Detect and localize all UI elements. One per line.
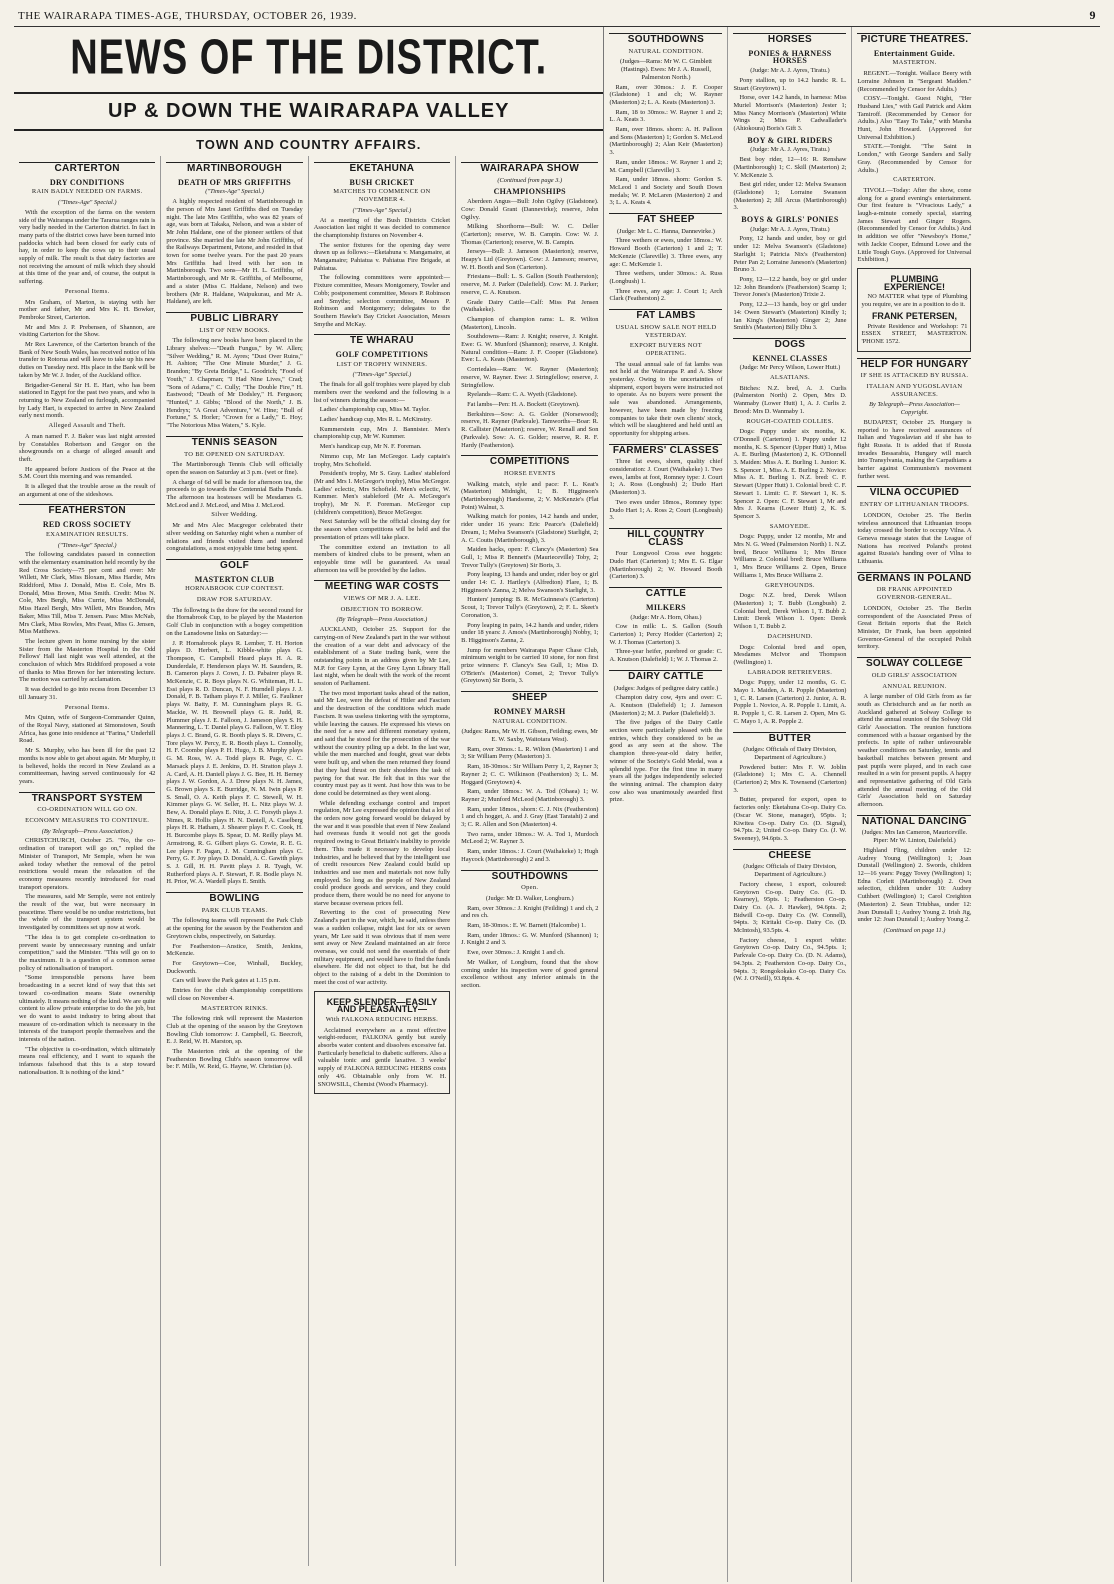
- martinborough-heading: MARTINBOROUGH: [166, 162, 302, 175]
- paragraph: Three fat ewes, shorn, quality chief consideration: J. Court (Waihakeke) 1. Two ewes, lambs at foot, Romney type: J. Court 1; A. Ross (Longbush) 2; Dudo Hart (Masterton) 3.: [609, 458, 723, 497]
- paragraph: Dogs: Puppy under six months, K. O'Donnell (Carterton) 1. Puppy under 12 months, K. S. Spencer (Upper Hutt) 1, Miss A. E. Burling (Masterton) 2, K. O'Donnell 3. Maiden: Miss A. E. Burling 1. Junior: K. S. Spencer 1, Miss A. E. Burling 2. Novice: Miss A. E. Burling 1. N.Z. bred: C. F. Stewart (Upper Hutt) 1. Colonial bred: C. F. Stewart 1. Limit: C. F. Stewart 1, K. S. Spencer 2. Open: C. F. Stewart 1, Mr and Mrs J. Kearns (Lower Hutt) 2, K. S. Spencer 3.: [733, 428, 847, 520]
- paragraph: Jump for members Wairarapa Paper Chase Club, minimum weight to be carried 10 stone, for non first prize winners: F. Clancy's Sea Gull, 1; Miss D. O'Brien's (Masterton) Comet, 2; Trevor Tully's (Greytown) Sir Boris, 3.: [461, 646, 599, 685]
- ad-body: Acclaimed everywhere as a most effective weight-reducer, FALKONA gently but surely absorbs water content and dissolves excessive fat. Particularly beneficial to diabetic sufferers. Also a valuable tonic and gentle laxative. 3 weeks' supply of FALKONA REDUCING HERBS costs only 4/6. Obtainable only from W. H. SNOWSILL, Chemist (Wood's Pharmacy).: [317, 1026, 447, 1088]
- masterton-heading: MASTERTON.: [892, 59, 937, 67]
- town-country-heading: TOWN AND COUNTRY AFFAIRS.: [196, 137, 422, 152]
- paragraph: J. P. Hornabrook plays R. Lember, T. H. Horton plays D. Herbert, L. Kibble-white plays G. Thompson, C. Campbell Heard plays H. A. R. Dunderdale, F. Henderson plays W. H. Saunders, R. B. Cameron plays J. Cown, J. D. Pabairer plays R. McKenzie, C. R. Boys plays N. G. Whiteman, H. L. Essi plays R. D. Duncan, N. F. Hurndell plays J. J. Donald, F. B. Tatham plays F. J. Miller, G. Faulkner plays W. Batty, F. M. Cunningham plays R. G. Mackie, W. H. Brownell plays G. R. Judd, R. Plummer plays J. E. Falloon, J. Jameson plays S. H. Mannering, L. T. Daniel plays G. Falloon, W. T. Eloy plays J. C. Brand, G. R. Booth plays S. R. Divers, C. Tore plays W. Percy, E. R. Booth plays L. Connolly, H. F. Coombe plays P. H. Hugo, J. B. Murphy plays G. M. Ross, W. A. Todd plays R. Page, C. C. Marsack plays J. E. Jenkins, D. H. Stratton plays J. A. Card, A. H. Daniell plays J. G. Bee, H. H. Berney plays J. W. Gordon, A. J. Drew plays N. H. James, G. Brown plays S. E. Burridge, N. M. Iwin plays P. S. Small, O. A. Keith plays F. C. Stewell, W. H. Kimmer plays G. W. Seller, H. L. Nitz plays W. J. Bew, A. Donald plays E. Nitz, J. C. Forsyth plays J. Nimes, R. Hollis plays H. N. Daniell, A. Caselberg plays H. R. Hatham, J. Shearer plays F. C. Cook, H. H. Burcombe plays B. Spear, D. M. Reilly plays M. Armstrong, R. G. Gilbert plays G. Cowie, R. E. G. Lee plays F. Pagan, J. M. Cunningham plays C. Perry, G. F. Joy plays D. Donald, A. C. Gawith plays S. J. Gill, H. H. Pavitt plays J. R. Tyagh, W. Rutherford plays A. F. Stewart, F. R. Bodle plays N. H. Prior, W. A. Wardell plays E. Smith.: [166, 639, 303, 886]
- paragraph: AUCKLAND, October 25. Support for the carrying-on of New Zealand's part in the war without the creation of a war debt and advocacy of the establishment of a State trading bank, were the outstanding points in an address given by Mr Lee, M.P. for Grey Lynn, at the Grey Lynn Library Hall last night, when he dealt with the work of the recent session of Parliament.: [313, 626, 451, 688]
- paragraph: Best boy rider, 12—16: R. Renshaw (Martinborough) 1; C. Skill (Masterton) 2; V. McKenzie 3.: [733, 156, 847, 179]
- solway-sub2: ANNUAL REUNION.: [882, 682, 947, 690]
- paragraph: At a meeting of the Bush Districts Cricket Association last night it was decided to commence the championship fixtures on November 4.: [313, 216, 451, 239]
- competitions-heading: COMPETITIONS: [461, 455, 598, 468]
- paragraph: Pony leaping, 13 hands and under, rider boy or girl under 14: C. J. Hartley's (Alfredton) Flare, 1; B. Higginson's Zanna, 2; Melva Swanson's Starlight, 3.: [461, 571, 599, 594]
- paragraph: Dogs: N.Z. bred, Derek Wilson (Masterton) 1; T. Bubb (Longbush) 2. Colonial bred, Derek Wilson 1, T. Bubb 2. Limit: Derek Wilson 1. Open: Derek Wilson 1, T. Bubb 2.: [733, 592, 847, 631]
- press-assoc-note: (By Telegraph—Press Association.): [41, 827, 133, 835]
- cosy-listing: COSY.—Tonight. Guest Night, "Her Husband Lies," with Gail Patrick and Akim Tamiroff. (Recommended by Censor for Adults.) Also "Easy To Take," with Marsha Hunt, John Howard. (Approved for Universal Exhibition.): [857, 95, 972, 141]
- boys-girls-ponies-heading: BOYS & GIRLS' PONIES: [741, 215, 839, 225]
- butter-heading: BUTTER: [733, 732, 846, 745]
- special-note: ("Times-Age" Special.): [205, 188, 264, 196]
- sheep-heading: SHEEP: [461, 691, 598, 704]
- district-columns: [14, 156, 603, 1566]
- silver-wedding-heading: Silver Wedding.: [211, 511, 258, 519]
- paragraph: Pony stallion, up to 14.2 hands: R. L. Stuart (Greytown) 1.: [733, 76, 847, 92]
- kennel-classes-heading: KENNEL CLASSES: [752, 353, 828, 363]
- paragraph: Cars will leave the Park gates at 1.15 p.m.: [172, 977, 281, 985]
- transport-sub2: ECONOMY MEASURES TO CONTINUE.: [25, 817, 150, 825]
- transport-sub: CO-ORDINATION WILL GO ON.: [37, 806, 138, 814]
- paragraph: The senior fixtures for the opening day were drawn up as follows:—Eketahuna v. Mangamaire, at Mangamaire; Pahiatua v. Pahiatua Fire Brigade, at Pahiatua.: [313, 241, 451, 272]
- golf-sub: MASTERTON CLUB: [194, 574, 275, 584]
- paragraph: Ram, over 30mos.: J. F. Cooper (Gladstone) 1 and ch; W. Rayner (Masterton) 2; L. A. Keats (Masterton) 3.: [609, 83, 723, 106]
- column-6: [728, 27, 852, 1582]
- paragraph: He appeared before Justices of the Peace at the S.M. Court this morning and was remanded.: [19, 465, 156, 481]
- paragraph: Three-year heifer, purebred or grade: C. A. Knutson (Dalefield) 1; W. J. Thomas 2.: [609, 648, 723, 664]
- golf-heading: GOLF: [166, 559, 302, 572]
- paragraph: The usual annual sale of fat lambs was not held at the Wairarapa P. and A. Show yesterday. Owing to the uncertainties of shipment, export buyers were instructed not to operate. As no buyers were present the sale was abandoned. Arrangements, however, have been made by freezing companies to take their own clients' stock, which will be slaughtered and held until an opportunity for shipping arises.: [609, 360, 723, 437]
- featherston-heading: FEATHERSTON: [19, 504, 155, 517]
- paragraph: A large number of Old Girls from as far south as Christchurch and as far north as Auckland gathered at Solway College to attend the annual reunion of the Solway Old Girls' Association. The reunion functions commenced with a bazaar organised by the prefects. In spite of rather unfavourable weather conditions on Saturday, tennis and basketball matches between present and past pupils were played, and in each case resulted in a win for present pupils. A happy and representative gathering of Old Girls attended the annual meeting of the Old Girls' Association held on Saturday afternoon.: [857, 693, 972, 809]
- plumbing-body: NO MATTER what type of Plumbing you require, we are in a position to do it.: [861, 293, 968, 309]
- special-note: ("Times-Age" Special.): [57, 199, 117, 207]
- paragraph: The following is the draw for the second round for the Hornabrook Cup, to be played by the Masterton Golf Club in conjunction with a bogey competition on the Lansdowne links on Saturday:—: [166, 606, 303, 637]
- fat-sheep-heading: FAT SHEEP: [609, 213, 722, 226]
- masterton-rinks-heading: MASTERTON RINKS.: [201, 1004, 268, 1012]
- paragraph: Pony, 12—12.2 hands, boy or girl under 12: John Brandon's (Featherston) Scamp 1; Trevor Jones's (Masterton) Trixie 2.: [733, 275, 847, 299]
- paragraph: Highland Fling, children under 12: Audrey Young (Wellington) 1; Joan Dunstall (Wellington) 2. Swords, children 12—16 years: Peggy Tovey (Wellington) 1; Edna Corlett (Martinborough) 2. Own selection, children under 10: Audrey Cuthbert (Wellington) 1; Carol Creighton (Masterton) 2. Sean Triubhas, under 12: Joan Dunstall 1; Audrey Young 2. Irish Jig, under 12: Joan Dunstall 1; Audrey Young 2.: [857, 846, 972, 924]
- page-number: 9: [1089, 8, 1096, 22]
- hill-country-heading: HILL COUNTRY CLASS: [609, 528, 722, 548]
- martinborough-sub: DEATH OF MRS GRIFFITHS: [178, 177, 292, 187]
- paragraph: Walking match for ponies, 14.2 hands and under, rider under 16 years: Eric Pearce's (Dalefield) Dream, 1; Melva Swanson's (Gladstone) Starlight, 2; A. C. Coutts (Martinborough), 3.: [461, 513, 599, 544]
- district-news-section: [14, 27, 604, 1582]
- tivoli-listing: TIVOLI.—Today: After the show, come along for a grand evening's entertainment. Our first feature is "Vivacious Lady," a laugh-a-minute comedy special, starring James Stewart and Ginger Rogers. (Recommended by Censor for Adults.) And in addition we offer "Newsboy's Home," with Jackie Cooper, Edmund Lowe and the Little Tough Guys. (Approved for Universal Exhibition.): [857, 186, 972, 264]
- judges-note: (Judges: Officials of Dairy Division, Department of Agriculture.): [743, 863, 837, 879]
- picture-theatres-heading: PICTURE THEATRES.: [857, 33, 971, 46]
- continued-note: (Continued on page 11.): [883, 926, 946, 934]
- paragraph: Ram, under 18mos.: W. A. Tod (Ohaea) 1; W. Rayner 2; Munford McLeod (Martinborough) 3.: [461, 788, 599, 803]
- plumbing-advertisement: [857, 268, 971, 352]
- paragraph: The committee extend an invitation to all members of kindred clubs to be present, when an enjoyable time will be guaranteed. As usual afternoon tea will be provided by the ladies.: [313, 543, 451, 574]
- paragraph: Two ewes under 18mos., Romney type: Dudo Hart 1; A. Ross 2; Court (Longbush) 3.: [609, 498, 723, 522]
- paragraph: Maiden hacks, open: F. Clancy's (Masterton) Sea Gull, 1; Miss P. Bennett's (Maurieceville) Toby, 2; Trevor Tully's (Greytown) Sir Boris, 3.: [461, 546, 599, 569]
- library-heading: PUBLIC LIBRARY: [166, 312, 302, 325]
- paragraph: Cow in milk: L. S. Gallon (South Carterton) 1; Percy Hodder (Carterton) 2; W. J. Thomas (Carterton) 3.: [609, 623, 723, 646]
- paragraph: For Featherston—Anstice, Smith, Jenkins, McKenzie.: [166, 942, 303, 958]
- paragraph: Pony, 12 hands and under, boy or girl under 12: Melva Swanson's (Gladstone) Starlight 1; Patricia Nix's (Featherston) Peter Pan 2; Lorraine Janeson's (Masterton) Bruno 3.: [733, 235, 847, 274]
- paragraph: LONDON, October 25. The Berlin correspondent of the Associated Press of Great Britain reports that the Reich Minister, Dr Frank, has been appointed Governor-General of the occupied Polish territory.: [857, 604, 972, 651]
- solway-heading: SOLWAY COLLEGE: [857, 657, 971, 670]
- paragraph: Ram, 18 to 30mos.: W. Rayner 1 and 2; L. A. Keats 3.: [609, 108, 723, 124]
- paragraph: Kummerstein cup, Mrs J. Bannister. Men's championship cup, Mr W. Kummer.: [313, 425, 451, 441]
- samoyede-heading: SAMOYEDE.: [769, 522, 811, 530]
- open-heading: Open.: [521, 884, 539, 892]
- news-of-district-heading: NEWS OF THE DISTRICT.: [70, 30, 548, 86]
- paragraph: Corriedales—Ram: W. Rayner (Masterton); reserve, W. Rayner. Ewe: J. Stringfellow; reserve, J. Stringfellow.: [461, 366, 599, 389]
- eketahuna-sub: BUSH CRICKET: [349, 177, 415, 187]
- paragraph: For Greytown—Coe, Winhall, Buckley, Duckworth.: [166, 959, 303, 975]
- paragraph: Ram, over 18mos. shorn: A. H. Palloon and Sons (Masterton) 1; Gordon S. McLeod (Martinborough) 2; Alan Keir (Masterton) 3.: [609, 126, 723, 157]
- valley-heading: UP & DOWN THE WAIRARAPA VALLEY: [14, 92, 603, 131]
- paragraph: The following new books have been placed in the Library shelves:—"Death Fungus," by W. Allen; "Silver Wedding," R. M. Ayres; "Dust Over Ruins," H. Ashton; "The One Minute Murder," J. G. Brandon; "By Greta Bridge," L. Goodrich; "Food of Youth," J. Chapman; "I Had Nine Lives," Crad; "Sons of Adams," C. Cully; "The Double Fire," H. Eastwood; "Death of Mr Dodsley," H. Ferguson; "Hunted," J. Gibbs; "Blood of the North," J. B. Hendryx; "A Great Adventure," W. Hine; "Bull of Fortune," S. Horler; "Crown for a Lady," E. Hoy; "The Notorious Miss Waters," S. Kyle.: [166, 337, 303, 430]
- paragraph: "The objective is co-ordination, which ultimately means real efficiency, and I want to squash the infamous falsehood that this is a step toward nationalisation. It is nothing of the kind.": [19, 1045, 156, 1076]
- paragraph: Mrs Graham, of Marton, is staying with her mother and father, Mr and Mrs K. H. Bowker, Pembroke Street, Carterton.: [19, 298, 156, 321]
- paragraph: It is alleged that the trouble arose as the result of an argument at one of the sideshows.: [19, 483, 156, 498]
- special-note: ("Times-Age" Special.): [352, 371, 412, 379]
- paragraph: "Some irresponsible persons have been broadcasting in a secret kind of way that this set toward co-ordination means State ownership ultimately. It means nothing of the kind. We are quite content to allow private enterprise to do the job, but we do want to assist industry to bring about that measure of co-ordination which is necessary in the interests of the transport people themselves and the interests of the nation.: [19, 974, 156, 1044]
- paragraph: Bitches: N.Z. bred, A. J. Curlis (Palmerston North) 2. Open, Mrs D. Wanmaby (Lower Hutt) 1, A. J. Curlis 2. Brood: Mrs D. Wanmaby 1.: [733, 384, 847, 415]
- carterton-sub2: RAIN BADLY NEEDED ON FARMS.: [31, 188, 143, 196]
- paragraph: Walking match, style and pace: F. L. Keat's (Masterton) Midnight, 1; B. Higginson's (Martinborough) Handsome, 2; V. McKenzie's (Flat Point) Walnut, 3.: [461, 480, 599, 511]
- fat-lambs-sub: USUAL SHOW SALE NOT HELD YESTERDAY.: [615, 323, 717, 339]
- paragraph: Mr Rex Lawrence, of the Carterton branch of the Bank of New South Wales, has received notice of his transfer to Rotorua and will leave to take up his new duties on Tuesday next. His place in the Bank will be taken by Mr W. J. Inder, of the Auckland office.: [19, 341, 156, 379]
- judges-note: (Judge: Mr L. C. Hanna, Dannevirke.): [617, 227, 715, 235]
- carterton-sub: DRY CONDITIONS: [49, 177, 125, 187]
- state-listing: STATE.—Tonight. "The Saint in London," with George Sanders and Sally Gray. (Recommended by Censor for Adults.): [857, 143, 972, 174]
- paragraph: A man named F. J. Baker was last night arrested by Constables Robertson and Gregor on the showgrounds on a charge of alleged assault and theft.: [19, 432, 156, 463]
- paragraph: Two rams, under 18mos.: W. A. Tod 1, Murdoch McLeod 2; W. Rayner 3.: [461, 830, 599, 846]
- paragraph: The lecture given in home nursing by the sister Sister from the Masterton Hospital in the Odd Fellows' Hall last night was well attended, at the conclusion of which Mrs Riddiford proposed a vote of thanks to Miss Brown for her interesting lecture. The motion was carried by acclamation.: [19, 637, 156, 684]
- paragraph: Nimmo cup, Mr Ian McGregor. Lady captain's trophy, Mrs Schofield.: [313, 452, 451, 468]
- bowling-heading: BOWLING: [166, 892, 302, 905]
- paragraph: Dogs: Puppy, under 12 months, G. C. Mayo 1. Maiden, A. R. Popple (Masterton) 1, C. R. Larsen (Carterton) 2. Junior, A. R. Popple 1. Novice, A. R. Popple 1. Limit, A. R. Popple 1, C. R. Larsen 2. Open, Mrs G. C. Mayo 1, A. R. Popple 2.: [733, 679, 847, 725]
- paragraph: The following candidates passed in connection with the elementary examination held recently by the Red Cross Society—75 per cent and over: Mr Willett, Mr Clark, Miss Bloxam, Miss Hardie, Mrs Riddiford, Miss J. Donald, Miss E. Cole, Mrs B. Donald, Miss Brown, Miss Smith. Credit: Miss N. Cole, Mrs Bergh, Miss Currie, Miss McDonald, Miss Hazel Bergh, Mrs Willett, Mrs Brandon, Mrs Baker, Miss Till, Miss T. Jensen. Pass: Miss McNab, Mrs Clark, Miss Rowles, Mrs Feast, Miss G. Jensen, Miss Matthews.: [19, 551, 156, 636]
- paragraph: Ram, under 18mos.: W. Rayner 1 and 2; M. Campbell (Clareville) 3.: [609, 158, 723, 174]
- germans-sub: DR FRANK APPOINTED GOVERNOR-GENERAL.: [876, 586, 953, 602]
- tennis-sub: TO BE OPENED ON SATURDAY.: [184, 450, 285, 458]
- judges-note: (Judge: Mr Percy Wilson, Lower Hutt.): [739, 364, 841, 372]
- paragraph: Four Longwool Cross ewe hoggets: Dudo Hart (Carterton) 1; Mrs E. G. Elgar (Martinborough) 2; W. Howard Booth (Carterton) 3.: [609, 550, 723, 581]
- judges-note: (Judge: Mr D. Walker, Longburn.): [485, 894, 574, 902]
- paragraph: Three wethers or ewes, under 18mos.: W. Howard Booth (Carterton) 1 and 2; T. McKenzie (Clareville) 3. Three ewes, any age: C. McKenzie 1.: [609, 237, 723, 268]
- paragraph: Ryelands—Ram: C. A. Wyeth (Gladstone).: [467, 391, 578, 399]
- ad-title: KEEP SLENDER—EASILY AND PLEASANTLY—: [326, 996, 438, 1015]
- plumbing-address: Private Residence and Workshop: 71 ESSEX STREET, MASTERTON. 'PHONE 1572.: [861, 322, 968, 345]
- column-5: [604, 27, 728, 1582]
- paragraph: Champion dairy cow, 4yrs and over: C. A. Knutson (Dalefield) 1; J. Jameson (Masterton) 2; M. J. Parker (Dalefield) 3.: [609, 694, 723, 717]
- dogs-heading: DOGS: [733, 338, 846, 351]
- paragraph: Entries for the club championship competitions will close on November 4.: [166, 987, 303, 1002]
- dairy-cattle-heading: DAIRY CATTLE: [609, 670, 722, 683]
- te-wharau-heading: TE WHARAU: [314, 334, 450, 347]
- paragraph: The five judges of the Dairy Cattle section were particularly pleased with the entries, which they considered to be as good as any seen at the show. The champion three-year-old dairy heifer, winner of the Society's Gold Medal, was a splendid type. For the first time in many years all the judges independently selected the winning animal. The champion dairy cow also was unanimously awarded first prize.: [609, 719, 723, 804]
- solway-sub: OLD GIRLS' ASSOCIATION: [871, 671, 958, 679]
- paragraph: Friesians—Bull: L. S. Gallon (South Featherston); reserve, M. J. Parker (Dalefield). Cow: M. J. Parker; reserve, C. A. Knutson.: [461, 273, 599, 296]
- fat-lambs-sub2: EXPORT BUYERS NOT OPERATING.: [629, 342, 703, 357]
- plumber-name: FRANK PETERSEN,: [871, 310, 957, 321]
- entertainment-guide-heading: Entertainment Guide.: [873, 48, 955, 58]
- paragraph: Mr and Mrs Alec Macgregor celebrated their silver wedding on Saturday night when a number of relations and friends visited them and tendered congratulations, a most enjoyable time being spent.: [166, 522, 303, 553]
- paragraph: The Martinborough Tennis Club will officially open the season on Saturday at 3 p.m. (wet or fine).: [166, 461, 303, 476]
- paragraph: LONDON, October 25. The Berlin wireless announced that Lithuanian troops today crossed the border to occupy Vilna. A Geneva message states that the League of Nations has received Poland's protest against Russia's handing over of Vilna to Lithuania.: [857, 511, 972, 566]
- column-7: [852, 27, 976, 1582]
- germans-heading: GERMANS IN POLAND: [857, 572, 972, 584]
- press-assoc-note: By Telegraph—Press Association—Copyright.: [869, 401, 960, 417]
- featherston-sub2: EXAMINATION RESULTS.: [46, 530, 129, 538]
- transport-heading: TRANSPORT SYSTEM: [19, 792, 155, 805]
- milkers-heading: MILKERS: [646, 602, 686, 612]
- paper-dateline: THE WAIRARAPA TIMES-AGE, THURSDAY, OCTOBER 26, 1939.: [18, 10, 357, 22]
- paragraph: The following committees were appointed:—Fixture committee, Messrs Montgomery, Towler and Cobb; postponement committee, Messrs P. Robinson and Smythe; selection committee, Messrs P. Robinson and Montgomery; delegates to the Southern Hawke's Bay Cricket Association, Messrs Smythe and McKay.: [313, 274, 451, 328]
- show-results-section: [604, 27, 1100, 1582]
- special-note: ("Times-Age" Special.): [352, 206, 412, 214]
- judges-note: (Judge: Mr A. J. Ayres, Tiratu.): [750, 67, 830, 75]
- paragraph: Ram, over 30mos.: L. R. Wilton (Masterton) 1 and 3; Sir William Perry (Masterton) 3.: [461, 745, 599, 761]
- hungary-heading: HELP FOR HUNGARY: [857, 358, 971, 371]
- te-wharau-sub: GOLF COMPETITIONS: [335, 350, 429, 360]
- paragraph: "The idea is to get complete co-ordination to prevent waste by unnecessary running and unfair competition," said the Minister. "This will go on to the maximum. It is a question of a common sense policy of rationalisation of transport.: [19, 933, 156, 972]
- paragraph: Jerseys—Bull: J. Jameson (Masterton); reserve, Heapy's Ltd (Greytown). Cow: J. Jameson; reserve, W. H. Booth and Son (Carterton).: [461, 248, 599, 271]
- paragraph: Mr and Mrs J. P. Prebensen, of Shannon, are visiting Carterton for the Show.: [19, 323, 156, 339]
- judges-note: (Judge: Mr A. J. Ayres, Tiratu.): [750, 225, 830, 233]
- column-1: [14, 156, 161, 1566]
- column-3: [309, 156, 456, 1566]
- eketahuna-sub2: MATCHES TO COMMENCE ON NOVEMBER 4.: [333, 188, 431, 204]
- natural-condition-heading: NATURAL CONDITION.: [628, 47, 704, 55]
- paragraph: Brigadier-General Sir H. E. Hart, who has been stationed in Egypt for the past two years, and who is returning to New Zealand on furlough, accompanied by Lady Hart, is expected to arrive in New Zealand early next month.: [19, 381, 156, 420]
- paragraph: The two most important tasks ahead of the nation, said Mr Lee, were the defeat of Hitler and Fascism and the destruction of the conditions which made Fascism. It was useless tinkering with the symptoms, while leaving the causes. He expressed his views on the need for a new and different monetary system, and said that he stood for the prosecution of the war without the country piling up a debt. In the last war, while the men marched and fought, great war debts were built up, and when the men returned they found that they had thrust on their shoulders the task of paying for that war. He felt that in this war the country must pay as it went. Just how this was to be done could be determined as they went along.: [313, 689, 451, 797]
- paragraph: Dogs: Colonial bred and open, Mesdames McIvor and Thompson (Wellington) 1.: [733, 643, 847, 666]
- vilna-sub: ENTRY OF LITHUANIAN TROOPS.: [859, 501, 970, 509]
- paragraph: BUDAPEST, October 25. Hungary is reported to have received assurances of Italian and Yugoslavian aid if she has to fight Russia. It is added that if Russia invades Bessarabia, Hungary will march into Transylvania, making the Carpathians a barrier against Communism's movement further west.: [857, 418, 972, 480]
- natural-condition-heading: NATURAL CONDITION.: [492, 717, 568, 725]
- columns: [14, 27, 1100, 1582]
- continued-note: (Continued from page 3.): [497, 176, 563, 184]
- ad-subtitle: With FALKONA REDUCING HERBS.: [325, 1015, 439, 1023]
- paragraph: The following rink will represent the Masterton Club at the opening of the season by the Greytown Bowling Club tomorrow: J. Campbell, G. Beecroft, E. J. Reid, W. H. Marston, sp.: [166, 1015, 303, 1046]
- dancing-heading: NATIONAL DANCING: [857, 815, 971, 828]
- paragraph: Milking Shorthorns—Bull: W. C. Deller (Carterton); reserve, W. B. Campin. Cow: W. J. Thomas (Carterton); reserve, W. B. Campin.: [461, 223, 599, 246]
- paragraph: Aberdeen Angus—Bull: John Ogilvy (Gladstone). Cow: Donald Grant (Dannevirke); reserve, John Ogilvy.: [461, 198, 599, 221]
- paragraph: Ladies' handicap cup, Mrs R. L. McKinstry.: [319, 415, 432, 423]
- horses-heading: HORSES: [733, 33, 846, 46]
- hungary-sub2: ITALIAN AND YUGOSLAVIAN ASSURANCES.: [866, 383, 963, 398]
- judges-note: (Judge: Mr A. Horn, Ohau.): [630, 613, 702, 621]
- carterton-heading: CARTERTON.: [893, 176, 936, 184]
- paragraph: Three ewes, any age: J. Court 1; Arch Clark (Featherston) 2.: [609, 287, 723, 303]
- cheese-heading: CHEESE: [733, 849, 846, 862]
- column-2: [161, 156, 308, 1566]
- bowling-sub: PARK CLUB TEAMS.: [201, 906, 268, 914]
- paragraph: Mr S. Murphy, who has been ill for the past 12 months is now able to get about again. Mr Murphy, it is believed, holds the record in New Zealand as a committeeman, having served continuously for 42 years.: [19, 747, 156, 785]
- labrador-heading: LABRADOR RETRIEVERS.: [747, 668, 833, 676]
- vilna-heading: VILNA OCCUPIED: [857, 486, 971, 499]
- paragraph: Ram, 18-30mos.: E. W. Barnett (Halcombe) 1.: [467, 922, 586, 930]
- paragraph: Mr Walker, of Longburn, found that the show coming under his inspection were of good general excellence without any inferior animals in the section.: [461, 958, 599, 989]
- paragraph: Ram, under 18mos. shorn: Gordon S. McLeod 1 and Society and South Down medals; W. P. McLaren (Masterton) 2 and 3; L. A. Keats 4.: [609, 176, 723, 207]
- paragraph: The finals for all golf trophies were played by club members over the weekend and the following is a list of winners during the season:—: [313, 381, 451, 404]
- judges-note: (Judges: Officials of Dairy Division, Department of Agriculture.): [743, 746, 837, 761]
- war-costs-sub2: OBJECTION TO BORROW.: [340, 605, 424, 613]
- paragraph: Pony leaping in pairs, 14.2 hands and under, riders under 18 years: J. Amos's (Martinborough) Nobby, 1; B. Higginson's Zanna, 2.: [461, 621, 599, 644]
- paragraph: Champion of champion rams: L. R. Wilton (Masterton), Lincoln.: [461, 315, 599, 331]
- war-costs-sub: VIEWS OF MR J. A. LEE.: [343, 595, 421, 603]
- collies-heading: ROUGH-COATED COLLIES.: [746, 417, 834, 425]
- horse-events-heading: HORSE EVENTS: [504, 469, 556, 477]
- southdowns-heading: SOUTHDOWNS: [461, 870, 598, 883]
- special-note: ("Times-Age" Special.): [57, 541, 117, 549]
- paragraph: Ram, under 18mos., shorn: C. J. Nix (Featherston) 1 and ch hogget, A. and J. Gray (East Taratahi) 2 and 3; C. R. Allen and Son (Masterton) 4.: [461, 805, 599, 829]
- judges-note: (Judge: Mr A. J. Ayres, Tiratu.): [750, 146, 830, 154]
- personal-items-heading: Personal Items.: [64, 287, 110, 295]
- paragraph: Ladies' championship cup, Miss M. Taylor.: [319, 406, 430, 414]
- paragraph: Men's handicap cup, Mr N. F. Foreman.: [319, 443, 422, 451]
- paragraph: Factory cheese, 1 export, coloured: Greytown Co-op. Dairy Co. (G. D. Kearney), 95pts. 1; Featherston Co-op. Dairy Co. (A. J. Hawker), 94.6pts. 2; Bidwill Co-op. Dairy Co. (W. Connell), 94pts. 3; Kiritaki Co-op. Dairy Co. (D. McIntosh), 93.5pts. 4.: [733, 880, 847, 935]
- southdowns-nc-heading: SOUTHDOWNS: [609, 33, 722, 46]
- paragraph: A highly respected resident of Martinborough in the person of Mrs Janet Griffiths died on Tuesday night. The late Mrs Griffiths, who was 82 years of age, was born at Takaka, Nelson, and was a sister of Mr John Haldane, one of the pioneer settlers of that province. She married the late Mr John Griffiths, of the Railways Department, Petone, and resided in that town for some twelve years. For the past 20 years Mrs Griffiths had lived with her son in Martinborough. Two sons—Mr H. L. Griffiths, of Martinborough, and Mr R. Griffiths, of Melbourne, and a sister (Miss C. Haldane, Nelson) and two brothers (Mr R. Haldane, Waipukurau, and Mr A. Haldane), are left.: [166, 198, 303, 306]
- paragraph: Ram, under 18mos.: J. Court (Waihakeke) 1; Hugh Haycock (Martinborough) 2 and 3.: [461, 848, 599, 863]
- paragraph: Ram, over 30mos.: J. Knight (Feilding) 1 and ch, 2 and res ch.: [461, 904, 599, 920]
- paragraph: While defending exchange control and import regulation, Mr Lee expressed the opinion that a lot of the orders now going forward would be delayed by the war and it was possible that even if New Zealand had overseas funds it would not get the goods required owing to Great Britain's inability to provide them. This made it necessary to develop local industries, and he believed that by the intelligent use of credit resources New Zealand could build up industries and use men and materials not now fully employed. So long as the people of New Zealand could produce goods and services, and they could produce them, there would be no need for anyone to starve because overseas prices fell.: [313, 799, 451, 907]
- library-sub: LIST OF NEW BOOKS.: [199, 326, 270, 334]
- judges-note: (Judges: Judges of pedigree dairy cattle.): [613, 684, 719, 692]
- regent-listing: REGENT.—Tonight. Wallace Beery with Lorraine Johnson in "Sergeant Madden." (Recommended by Censor for Adults.): [857, 70, 972, 93]
- paragraph: Pony, 12.2—13 hands, boy or girl under 14: Owen Stewart's (Masterton) Kindly 1; Ian King's (Masterton) Ginger 2; June Smith's (Masterton) Billy Dhu 3.: [733, 301, 847, 332]
- falkona-advertisement: [314, 991, 450, 1095]
- carterton-heading: CARTERTON: [19, 162, 155, 175]
- paragraph: Ewe, over 30mos.: J. Knight 1 and ch.: [467, 949, 565, 957]
- alsatians-heading: ALSATIANS.: [769, 374, 810, 382]
- paragraph: The following teams will represent the Park Club at the opening for the season by the Featherston and Greytown clubs, respectively, on Saturday.: [166, 917, 303, 940]
- te-wharau-sub2: LIST OF TROPHY WINNERS.: [336, 360, 428, 368]
- featherston-sub: RED CROSS SOCIETY: [42, 520, 132, 530]
- paragraph: Powdered butter: Mrs F. W. Joblin (Gladstone) 1; Mrs C. A. Chennell (Carterton) 2; Mrs K. Townsend (Carterton) 3.: [733, 763, 847, 794]
- championships-heading: CHAMPIONSHIPS: [493, 187, 566, 197]
- farmers-classes-heading: FARMERS' CLASSES: [609, 444, 722, 457]
- eketahuna-heading: EKETAHUNA: [314, 162, 450, 175]
- paragraph: Best girl rider, under 12: Melva Swanson (Gladstone) 1; Lorraine Swanson (Masterton) 2; Jill Arcus (Martinborough) 3.: [733, 181, 847, 212]
- war-costs-heading: MEETING WAR COSTS: [314, 580, 450, 593]
- show-heading: WAIRARAPA SHOW: [461, 162, 598, 175]
- paragraph: Mrs Quinn, wife of Surgeon-Commander Quinn, of the Royal Navy, stationed at Simonstown, South Africa, has gone into residence at "Farina," Underhill Road.: [19, 714, 156, 745]
- paragraph: Berkshires—Sow: A. G. Golder (Norsewood); reserve, H. Rayner (Parkvale). Tamworths—Boar: R. R. Callister (Masterton); reserve, W. Renall and Son (Parkvale). Sow: A. G. Golder; reserve, R. R. F. Hardy (Featherston).: [461, 410, 599, 449]
- column-4: [456, 156, 603, 1566]
- paragraph: Factory cheese, 1 export white: Greytown Co-op. Dairy Co., 94.5pts. 1; Parkvale Co-op. Dairy Co. (D. N. Adams), 94.3pts. 2; Featherston Co-op. Dairy Co., 94pts. 3; Rongokokako Co-op. Dairy Co. (W. J. O'Neill), 93.8pts. 4.: [733, 936, 847, 983]
- paragraph: Horse, over 14.2 hands, in harness: Miss Muriel Morrison's (Masterton) Jester 1; Miss Nancy Morrison's (Masterton) White Wings 2; Miss P. Cadwallader's (Ahiokoura) Boris's Gift 3.: [733, 94, 847, 133]
- masthead: [14, 8, 1100, 27]
- judges-note: (Judges: Rams, Mr W. H. Gibson, Feilding; ewes, Mr E. W. Saxby, Waitotara West).: [461, 728, 599, 743]
- golf-sub3: DRAW FOR SATURDAY.: [196, 596, 273, 604]
- cattle-heading: CATTLE: [609, 587, 722, 600]
- paragraph: The measures, said Mr Semple, were not entirely the result of the war, but were necessary in peacetime. There would be no undue restrictions, but the whole of the transport system would be investigated by committees set up now at work.: [19, 893, 156, 932]
- paragraph: With the exception of the farms on the western side of the Wairarapa under the Tararua ranges rain is very badly needed in the Carterton district. In fact in many parts of the district cows have been turned into paddocks which had been closed for early cuts of hay, in order to keep the cows up to their usual supply of milk. The result is that dairy factories are not receiving the amount of milk which they should at this time of the year and, of course, the output is suffering.: [19, 208, 156, 286]
- ponies-heading: PONIES & HARNESS HORSES: [748, 48, 832, 66]
- assault-heading: Alleged Assault and Theft.: [48, 422, 126, 430]
- paragraph: Grade Dairy Cattle—Calf: Miss Pat Jensen (Waihakeke).: [461, 298, 599, 314]
- press-assoc-note: (By Telegraph—Press Association.): [336, 616, 428, 624]
- paragraph: President's trophy, Mr S. Gray. Ladies' stableford (Mr and Mrs I. McGregor's trophy), Miss McGregor. Ladies' eclectic, Mrs Schofield. Men's eclectic, W. Kummer. Men's stableford (Mr A. McGregor's trophy), Mr N. F. Foreman. McGregor cup (children's competition), Bruce McGregor.: [313, 470, 451, 516]
- paragraph: Ram, under 18mos.: G. W. Munford (Shannon) 1; J. Knight 2 and 3.: [461, 931, 599, 947]
- paragraph: Butter, prepared for export, open to factories only: Eketahuna Co-op. Dairy Co. (Oscar W. Stone, manager), 95pts. 1; Kiwitea Co-op. Dairy Co. (D. Signal), 94.7pts. 2; United Co-op. Dairy Co. (J. W. Sweeney), 94.6pts. 3.: [733, 796, 847, 842]
- paragraph: Fat lambs—Pen: H. A. Bockett (Greytown).: [467, 400, 580, 408]
- judges-note: (Judges: Mrs Ian Cameron, Mauriceville. Piper: Mr W. Linton, Dalefield.): [861, 829, 968, 845]
- tennis-heading: TENNIS SEASON: [166, 436, 302, 449]
- paragraph: Three wethers, under 30mos.: A. Russ (Longbush) 1.: [609, 270, 723, 285]
- paragraph: Southdowns—Ram: J. Knight; reserve, J. Knight. Ewe: G. W. Munford (Shannon); reserve, J. Knight. Natural condition—Ram: J. F. Cooper (Gladstone). Ewe: L. A. Keats (Masterton).: [461, 333, 599, 364]
- paragraph: Next Saturday will be the official closing day for the season when competitions will be held and the presentation of prizes will take place.: [313, 518, 451, 541]
- paragraph: Ram, 18-30mos.: Sir William Perry 1, 2, Rayner 3; Rayner 2; C. C. Wilkinson (Featherston) 3; L. M. Hoggard (Greytown) 4.: [461, 763, 599, 786]
- golf-sub2: HORNABROOK CUP CONTEST.: [185, 585, 284, 593]
- paragraph: Hunters' jumping: B. R. McGuinness's (Carterton) Scout, 1; Trevor Tully's (Greytown), 2; F. L. Skeet's Coronation, 3.: [461, 596, 599, 619]
- fat-lambs-heading: FAT LAMBS: [609, 309, 722, 322]
- personal-items-heading: Personal Items.: [64, 703, 110, 711]
- paragraph: CHRISTCHURCH, October 25. "No, the co-ordination of transport will go on," replied the Minister of Transport, Mr Semple, when he was asked today whether the removal of the petrol restrictions would mean the relaxation of the economy measures recently introduced for road transport operators.: [19, 837, 156, 891]
- paragraph: The Masterton rink at the opening of the Featherston Bowling Club's season tomorrow will be: F. Mills, W. Reid, G. Hayne, W. Christian (s).: [166, 1048, 303, 1071]
- dachshund-heading: DACHSHUND.: [767, 632, 813, 640]
- plumbing-title: PLUMBING EXPERIENCE!: [883, 273, 945, 292]
- romney-heading: ROMNEY MARSH: [493, 706, 566, 716]
- paragraph: It was decided to go into recess from December 13 till January 31.: [19, 686, 156, 701]
- greyhounds-heading: GREYHOUNDS.: [765, 581, 815, 589]
- boy-girl-riders-heading: BOY & GIRL RIDERS: [747, 135, 833, 145]
- paragraph: Reverting to the cost of prosecuting New Zealand's part in the war, which, he said, unless there was a sudden collapse, might last for six or seven years, Mr Lee said it was obvious that if men were sent away or New Zealand maintained an air force overseas, we could not send the essentials of their military equipment, and would have to find the funds elsewhere. He did not object to that, but he did object to the raising of a debt in the Dominion to meet the cost of war activity.: [313, 909, 451, 986]
- hungary-sub: IF SHE IS ATTACKED BY RUSSIA.: [860, 372, 969, 380]
- judges-note: (Judges—Rams: Mr W. C. Gimblett (Hastings). Ewes: Mr J. A. Russell, Palmerston North.): [619, 58, 712, 81]
- paragraph: Dogs: Puppy, under 12 months, Mr and Mrs N. G. Weed (Palmerston North) 1. N.Z. bred, Bruce Williams 1; Mrs Bruce Williams 2. Colonial bred: Bruce Williams 1, Mrs Bruce Williams 2. Open, Bruce Williams 1, Mrs Bruce Williams 2.: [733, 533, 847, 579]
- paragraph: A charge of 6d will be made for afternoon tea, the proceeds to go towards the Centennial Baths Funds. The afternoon tea hostesses will be Mesdames G. McLeod and J. McLeod, and Miss J. McLeod.: [166, 478, 303, 509]
